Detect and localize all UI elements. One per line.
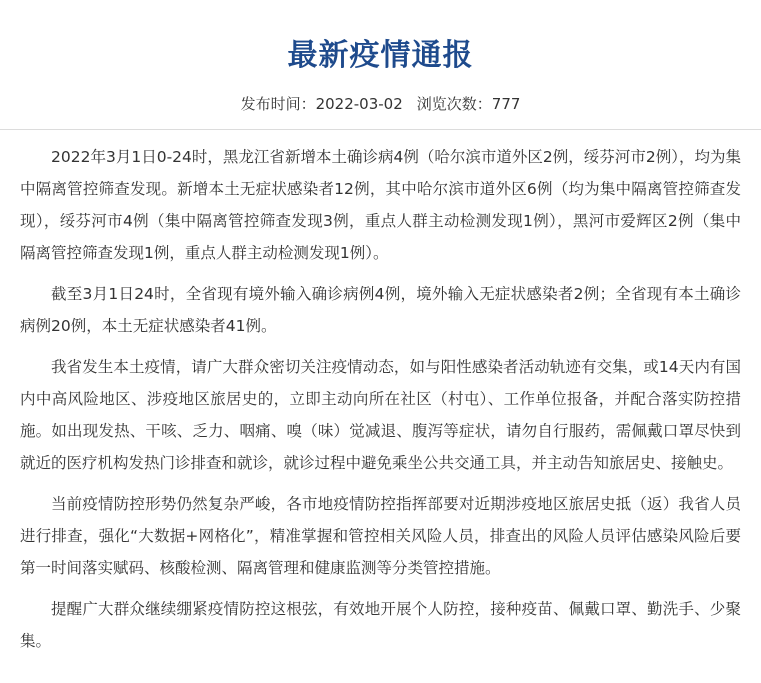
paragraph-5: 提醒广大群众继续绷紧疫情防控这根弦，有效地开展个人防控，接种疫苗、佩戴口罩、勤洗手、少聚集。: [20, 600, 741, 650]
publish-time-label: 发布时间：: [240, 95, 316, 113]
publish-date: 2022-03-02: [315, 95, 403, 113]
article-header: [0, 0, 761, 130]
paragraph-1: 2022年3月1日0-24时，黑龙江省新增本土确诊病4例（哈尔滨市道外区2例，绥芬河市2例），均为集中隔离管控筛查发现。新增本土无症状感染者12例，其中哈尔滨市道外区6例（均为集中隔离管控筛查发现），绥芬河市4例（集中隔离管控筛查发现3例，重点人群主动检测发现1例），黑河市爱辉区2例（集中隔离管控筛查发现1例，重点人群主动检测发现1例）。: [20, 148, 741, 262]
paragraph-4: 当前疫情防控形势仍然复杂严峻，各市地疫情防控指挥部要对近期涉疫地区旅居史抵（返）我省人员进行排查，强化“大数据+网格化”，精准掌握和管控相关风险人员，排查出的风险人员评估感染风险后要第一时间落实赋码、核酸检测、隔离管理和健康监测等分类管控措施。: [20, 495, 741, 577]
view-count: 777: [491, 95, 521, 113]
article-title: 最新疫情通报: [287, 38, 474, 73]
paragraph-3: 我省发生本土疫情，请广大群众密切关注疫情动态，如与阳性感染者活动轨迹有交集，或14天内有国内中高风险地区、涉疫地区旅居史的，立即主动向所在社区（村屯）、工作单位报备，并配合落实防控措施。如出现发热、干咳、乏力、咽痛、嗅（味）觉减退、腹泻等症状，请勿自行服药，需佩戴口罩尽快到就近的医疗机构发热门诊排查和就诊，就诊过程中避免乘坐公共交通工具，并主动告知旅居史、接触史。: [20, 358, 741, 472]
article-meta: [0, 92, 761, 116]
paragraph-2: 截至3月1日24时，全省现有境外输入确诊病例4例，境外输入无症状感染者2例；全省现有本土确诊病例20例，本土无症状感染者41例。: [20, 285, 741, 335]
article-body: [0, 130, 761, 657]
view-count-label: 浏览次数：: [416, 95, 492, 113]
